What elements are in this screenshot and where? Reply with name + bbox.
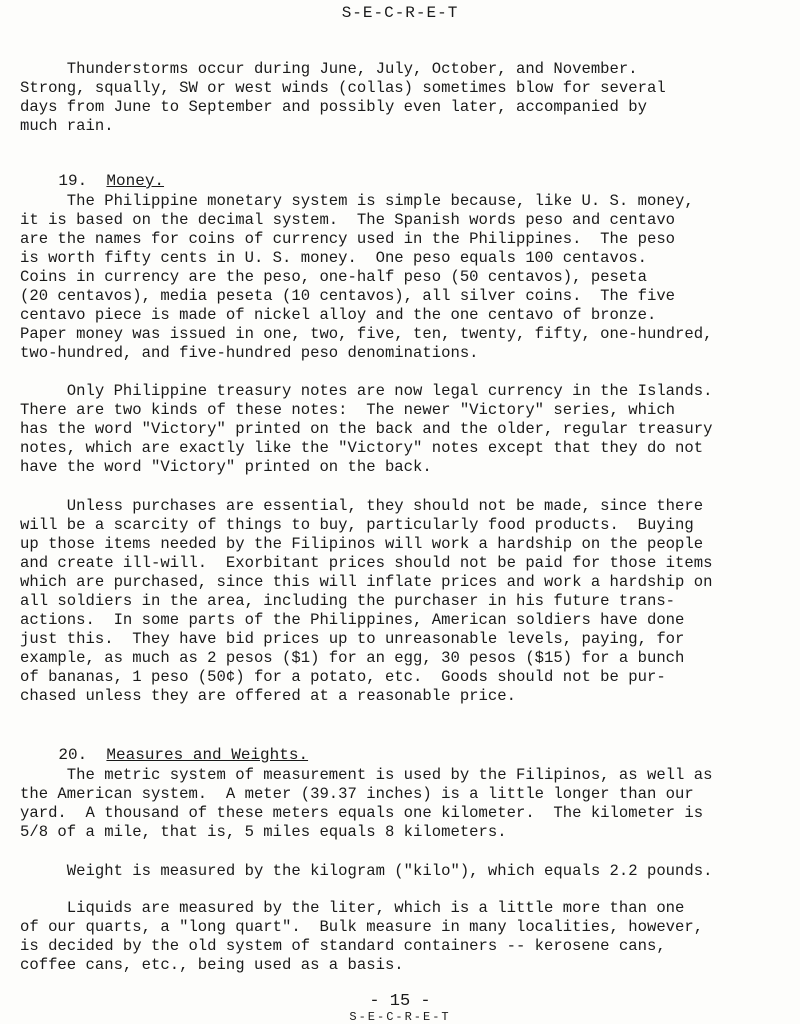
paragraph-purchases: Unless purchases are essential, they should not be made, since there will be a scarcity of things to buy, particularly food products. Buying up those items needed by the Filipinos will work a hardship on the people and create ill-will. Exorbitant prices should not be paid for those items which are purchased, since this will inflate prices and work a hardship on all soldiers in the area, including the purchaser in his future trans- actions. In some parts of the Philippines, American soldiers have done just this. They have bid prices up to unreasonable levels, paying, for example, as much as 2 pesos ($1) for an egg, 30 pesos ($15) for a bunch of bananas, 1 peso (50¢) for a potato, etc. Goods should not be pur- chased unless they are offered at a reasonable price. bbox=[20, 497, 713, 705]
paragraph-metric-system: The metric system of measurement is used by the Filipinos, as well as the American system. A meter (39.37 inches) is a little longer than our yard. A thousand of these meters equals one kilometer. The kilometer is 5/8 of a mile, that is, 5 miles equals 8 kilometers. bbox=[20, 766, 713, 841]
paragraph-liquids: Liquids are measured by the liter, which is a little more than one of our quarts, a "long quart". Bulk measure in many localities, however, is decided by the old system of standard containers -- kerosene cans, coffee cans, etc., being used as a basis. bbox=[20, 899, 704, 974]
paragraph-thunderstorms: Thunderstorms occur during June, July, October, and November. Strong, squally, SW or west winds (collas) sometimes blow for several days from June to September and possibly even later, accompanied by much rain. bbox=[20, 60, 666, 135]
section-title: Money. bbox=[106, 172, 165, 190]
header-classification: S-E-C-R-E-T bbox=[341, 4, 459, 22]
paragraph-weight: Weight is measured by the kilogram ("kilo"), which equals 2.2 pounds. bbox=[20, 862, 713, 880]
footer-classification: S-E-C-R-E-T bbox=[349, 1010, 451, 1024]
section-title: Measures and Weights. bbox=[106, 746, 309, 764]
section-number: 19. bbox=[58, 172, 88, 190]
section-number: 20. bbox=[58, 746, 88, 764]
page-number: - 15 - bbox=[369, 992, 431, 1011]
paragraph-treasury-notes: Only Philippine treasury notes are now legal currency in the Islands. There are two kinds of these notes: The newer "Victory" series, which has the word "Victory" printed on the back and the older, regular treasury notes, which are exactly like the "Victory" notes except that they do not have the word "Victory" printed on the back. bbox=[20, 382, 713, 476]
paragraph-money-system: The Philippine monetary system is simple because, like U. S. money, it is based on the decimal system. The Spanish words peso and centavo are the names for coins of currency used in the Philippines. The peso is worth fifty cents in U. S. money. One peso equals 100 centavos. Coins in currency are the peso, one-half peso (50 centavos), peseta (20 centavos), media peseta (10 centavos), all silver coins. The five centavo piece is made of nickel alloy and the one centavo of bronze. Paper money was issued in one, two, five, ten, twenty, fifty, one-hundred, two-hundred, and five-hundred peso denominations. bbox=[20, 192, 713, 362]
